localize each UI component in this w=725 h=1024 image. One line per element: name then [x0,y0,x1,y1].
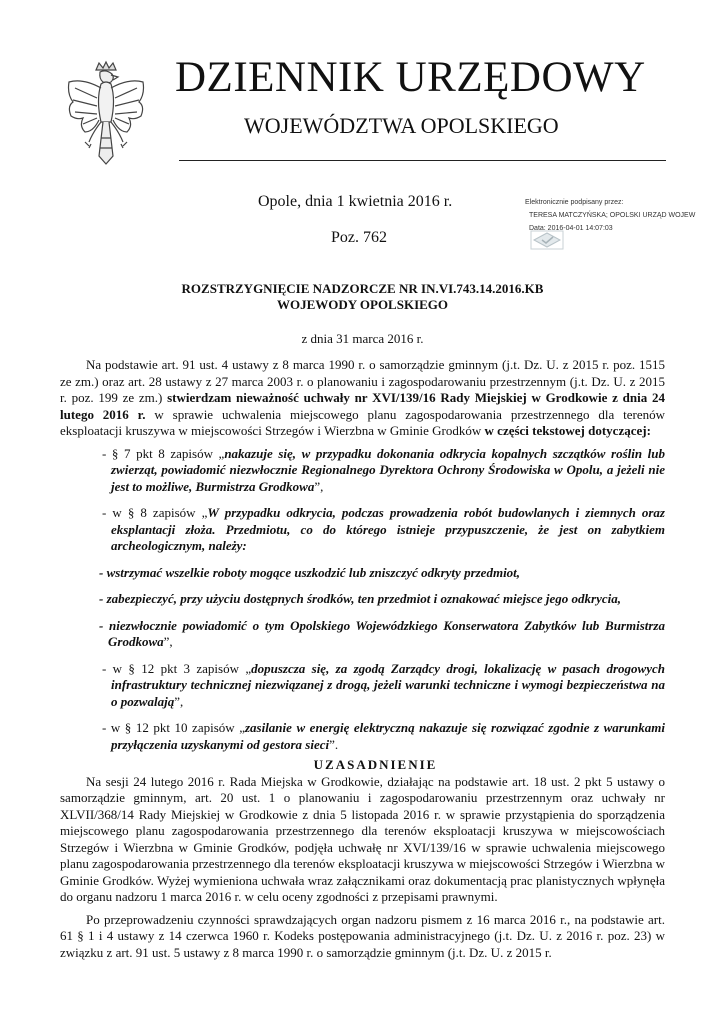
document-date: z dnia 31 marca 2016 r. [301,331,424,346]
position-number: Poz. 762 [331,229,387,246]
document-title-line2: WOJEWODY OPOLSKIEGO [276,297,449,312]
list-item: - zabezpieczyć, przy użyciu dostępnych środków, ten przedmiot i oznakować miejsce jego odkrycia, [99,591,621,606]
place-date: Opole, dnia 1 kwietnia 2016 r. [258,193,453,210]
masthead-title: DZIENNIK URZĘDOWY [175,54,646,101]
list-item: - niezwłocznie powiadomić o tym Opolskiego Wojewódzkiego Konserwatora Zabytków lub Burmistrza Grodkowa”, [99,617,665,649]
eagle-emblem-icon [63,60,149,170]
document-title [60,281,665,313]
justification-paragraph-1: Na sesji 24 lutego 2016 r. Rada Miejska w Grodkowie, działając na podstawie art. 18 ust. 2 pkt 5 ustawy o samorządzie gminnym, art. 20 ust. 1 o planowaniu i zagospodarowaniu przestrzennym oraz uchwały nr XLVII/368/14 Rady Miejskiej w Grodkowie z dnia 5 listopada 2016 r. w sprawie przystąpienia do sporządzenia miejscowego planu zagospodarowania przestrzennego dla terenów eksploatacji kruszywa w miejscowościach Strzegów i Wierzbna w Gminie Grodków, podjęła uchwałę nr XVI/139/16 w sprawie uchwalenia miejscowego planu zagospodarowania przestrzennego dla terenów eksploatacji kruszywa w miejscowości Strzegów i Wierzbna w Gminie Grodków. Wyżej wymieniona uchwała wraz załącznikami oraz dokumentacją prac planistycznych wpłynęła do organu nadzoru 1 marca 2016 r. w celu oceny zgodności z przepisami prawnymi. [60,773,665,904]
list-item: - w § 8 zapisów „W przypadku odkrycia, podczas prowadzenia robót budowlanych i ziemnych oraz eksplantacji złoża. Przedmiotu, co do którego istnieje przypuszczenie, że jest on zabytkiem archeologicznym, należy: [102,505,665,553]
signature-check-icon [530,230,564,250]
justification-paragraph-2: Po przeprowadzeniu czynności sprawdzających organ nadzoru pismem z 16 marca 2016 r., na podstawie art. 61 § 1 i 4 ustawy z 14 czerwca 1960 r. Kodeks postępowania administracyjnego (j.t. Dz. U. z 2016 r. poz. 23) w związku z art. 91 ust. 5 ustawy z 8 marca 1990 r. o samorządzie gminnym (j.t. Dz. U. z 2015 r. [60,911,665,960]
signature-date: Data: 2016-04-01 14:07:03 [529,225,613,232]
intro-paragraph: Na podstawie art. 91 ust. 4 ustawy z 8 marca 1990 r. o samorządzie gminnym (j.t. Dz. U. z 2015 r. poz. 1515 ze zm.) oraz art. 28 ustawy z 27 marca 2003 r. o planowaniu i zagospodarowaniu przestrzennym (j.t. Dz. U. z 2015 r. poz. 199 ze zm.) stwierdzam nieważność uchwały nr XVI/139/16 Rady Miejskiej w Grodkowie z dnia 24 lutego 2016 r. w sprawie uchwalenia miejscowego planu zagospodarowania przestrzennego dla terenów eksploatacji kruszywa w miejscowości Strzegów i Wierzbna w Gminie Grodków w części tekstowej dotyczącej: [60,357,665,438]
contested-provisions-list [60,446,665,754]
masthead-subtitle: WOJEWÓDZTWA OPOLSKIEGO [244,113,559,138]
list-item: - wstrzymać wszelkie roboty mogące uszkodzić lub zniszczyć odkryty przedmiot, [99,564,521,580]
signature-label: Elektronicznie podpisany przez: [525,199,624,206]
list-item: - w § 12 pkt 10 zapisów „zasilanie w energię elektryczną nakazuje się rozwiązać zgodnie z warunkami przyłączenia uzyskanymi od gestora sieci”. [102,720,666,752]
masthead-divider [179,160,666,161]
document-body [60,357,665,961]
list-item: - w § 12 pkt 3 zapisów „dopuszcza się, za zgodą Zarządcy drogi, lokalizację w pasach drogowych infrastruktury technicznej niezwiązanej z drogą, jeżeli warunki techniczne i wymogi bezpieczeństwa na o pozwalają”, [102,660,665,709]
list-item: - § 7 pkt 8 zapisów „nakazuje się, w przypadku dokonania odkrycia kopalnych szczątków roślin lub zwierząt, powiadomić niezwłocznie Regionalnego Dyrektora Ochrony Środowiska w Opolu, a jeżeli nie jest to możliwe, Burmistrza Grodkowa”, [102,445,666,494]
signature-signer: TERESA MATCZYŃSKA; OPOLSKI URZĄD WOJEW [529,212,696,219]
justification-heading: UZASADNIENIE [313,757,438,772]
document-title-line1: ROZSTRZYGNIĘCIE NADZORCZE NR IN.VI.743.14.2016.KB [181,281,544,296]
